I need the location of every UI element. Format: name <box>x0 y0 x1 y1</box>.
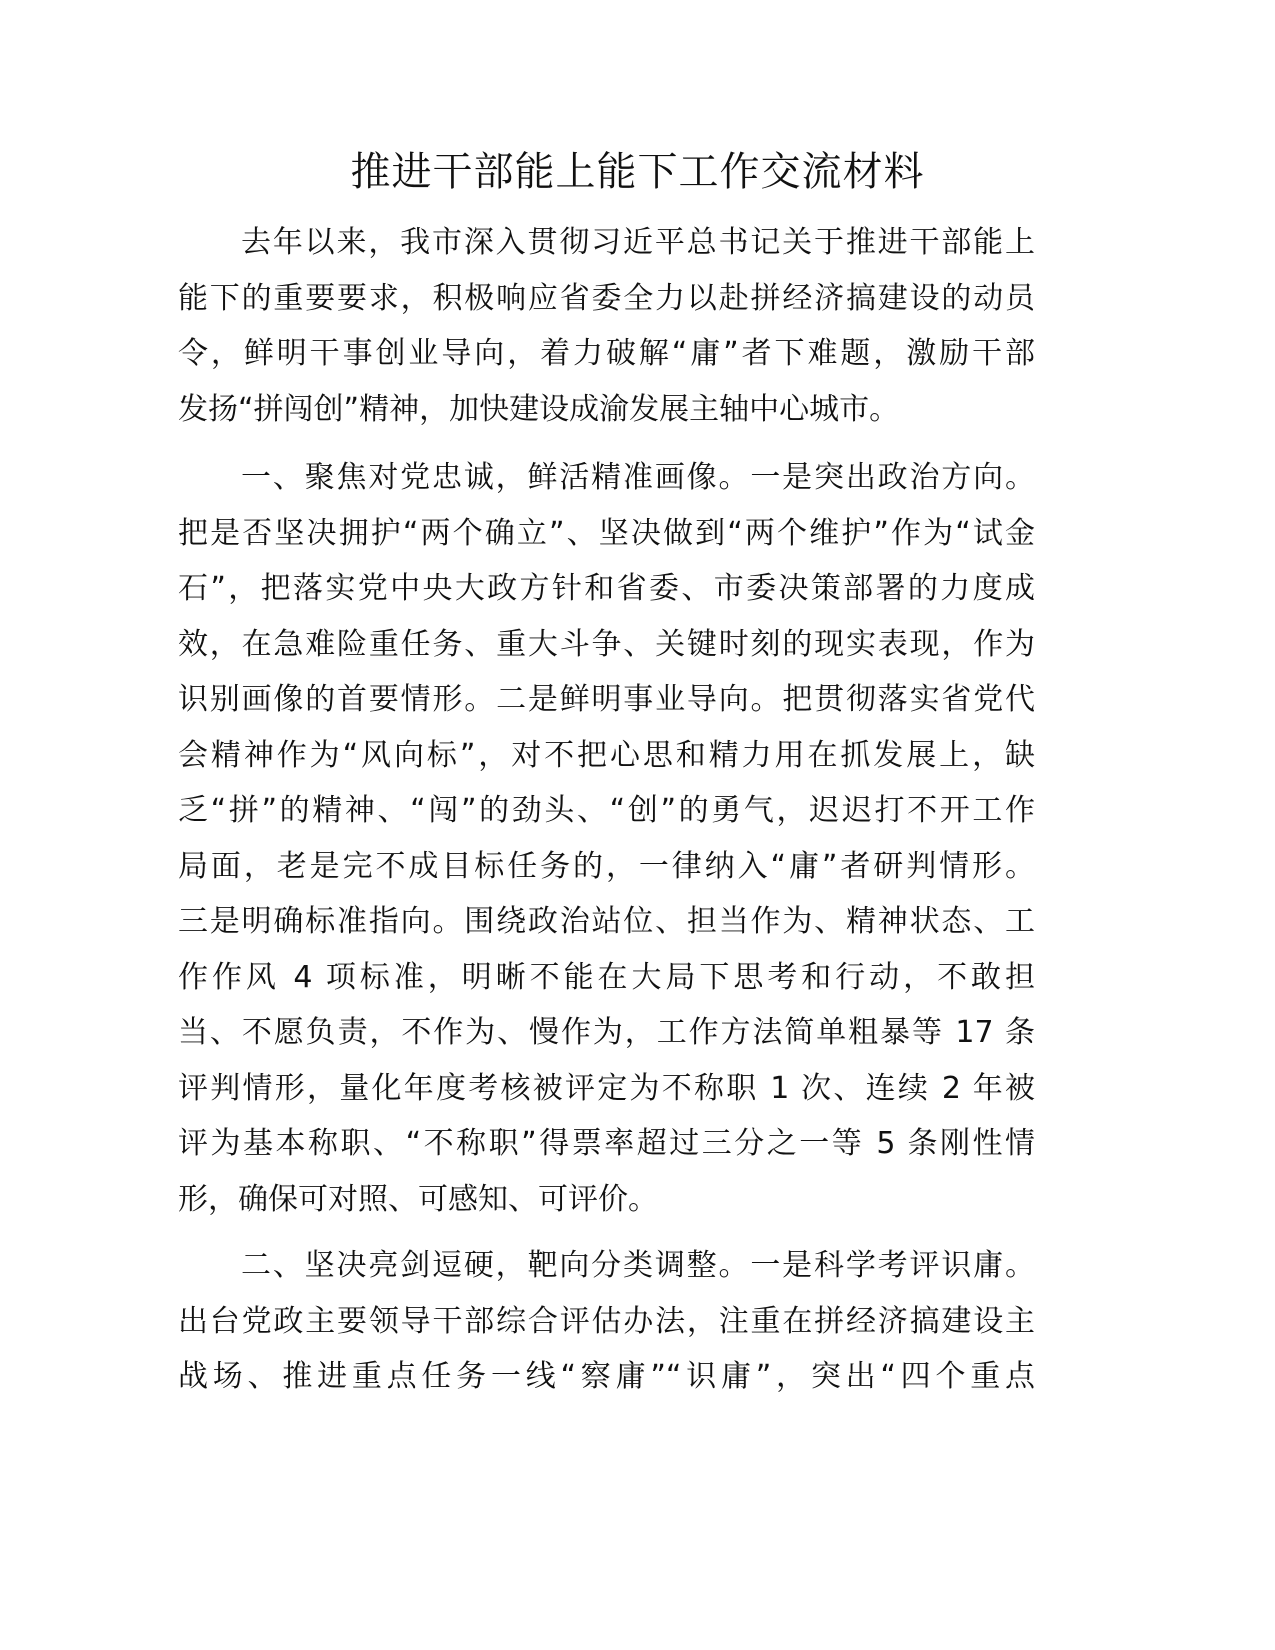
text-line: 识别画像的首要情形。二是鲜明事业导向。把贯彻落实省党代 <box>178 682 1035 717</box>
text-line: 评判情形，量化年度考核被评定为不称职 1 次、连续 2 年被 <box>178 1070 1035 1106</box>
text-line: 评为基本称职、“不称职”得票率超过三分之一等 5 条刚性情 <box>178 1126 1035 1161</box>
text-line: 去年以来，我市深入贯彻习近平总书记关于推进干部能上 <box>241 225 1035 260</box>
text-line: 效，在急难险重任务、重大斗争、关键时刻的现实表现，作为 <box>178 626 1035 662</box>
text-line: 作作风 4 项标准，明晰不能在大局下思考和行动，不敢担 <box>178 959 1035 995</box>
text-line: 当、不愿负责，不作为、慢作为，工作方法简单粗暴等 17 条 <box>178 1015 1035 1050</box>
document-title: 推进干部能上能下工作交流材料 <box>350 149 925 195</box>
paragraph-section-2 <box>178 1238 1035 1405</box>
text-line: 发扬“拼闯创”精神，加快建设成渝发展主轴中心城市。 <box>178 391 900 427</box>
paragraph-section-1 <box>178 450 1035 1227</box>
text-line: 局面，老是完不成目标任务的，一律纳入“庸”者研判情形。 <box>178 848 1035 884</box>
text-line: 三是明确标准指向。围绕政治站位、担当作为、精神状态、工 <box>178 904 1035 939</box>
text-line: 二、坚决亮剑逗硬，靶向分类调整。一是科学考评识庸。 <box>241 1248 1035 1283</box>
text-line: 会精神作为“风向标”，对不把心思和精力用在抓发展上，缺 <box>178 737 1035 773</box>
text-line: 石”，把落实党中央大政方针和省委、市委决策部署的力度成 <box>178 571 1035 606</box>
paragraph-intro <box>178 215 1035 437</box>
text-line: 能下的重要要求，积极响应省委全力以赴拼经济搞建设的动员 <box>178 280 1035 316</box>
text-line: 把是否坚决拥护“两个确立”、坚决做到“两个维护”作为“试金 <box>178 515 1035 551</box>
text-line: 乏“拼”的精神、“闯”的劲头、“创”的勇气，迟迟打不开工作 <box>178 793 1035 828</box>
text-line: 出台党政主要领导干部综合评估办法，注重在拼经济搞建设主 <box>178 1303 1035 1339</box>
text-line: 战场、推进重点任务一线“察庸”“识庸”，突出“四个重点 <box>178 1359 1035 1394</box>
text-line: 形，确保可对照、可感知、可评价。 <box>178 1181 658 1217</box>
text-line: 一、聚焦对党忠诚，鲜活精准画像。一是突出政治方向。 <box>241 460 1035 495</box>
text-line: 令，鲜明干事创业导向，着力破解“庸”者下难题，激励干部 <box>178 336 1035 371</box>
